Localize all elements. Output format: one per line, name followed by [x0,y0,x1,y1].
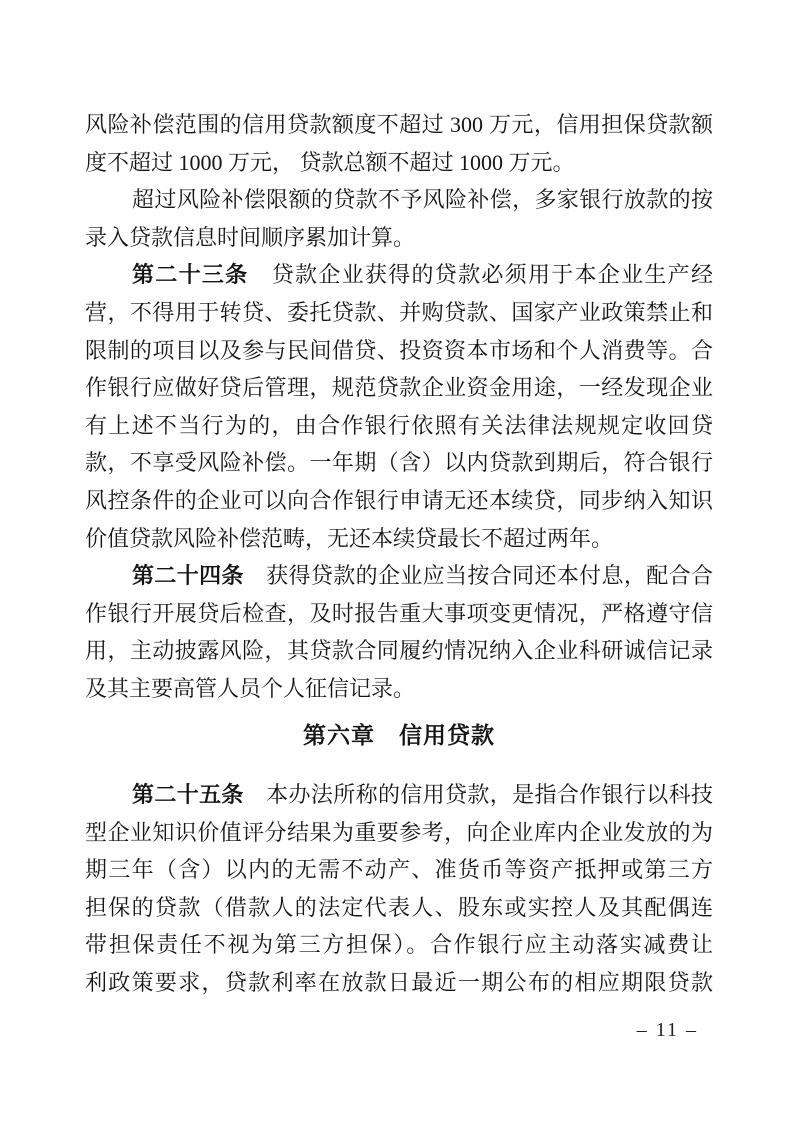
paragraph [85,256,713,557]
text-line: 型企业知识价值评分结果为重要参考，向企业库内企业发放的为 [85,819,713,845]
paragraph [85,181,713,256]
text-line: 作银行开展贷后检查，及时报告重大事项变更情况，严格遵守信 [85,600,713,626]
page-footer [637,1016,698,1044]
text-line: 款，不享受风险补偿。一年期（含）以内贷款到期后，符合银行 [85,450,713,476]
paragraph [85,557,713,707]
text-run: 本办法所称的信用贷款，是指合作银行以科技 [243,782,713,808]
text-line [85,557,713,595]
text-line: 担保的贷款（借款人的法定代表人、股东或实控人及其配偶连 [85,894,713,920]
chapter-heading: 第六章 信用贷款 [303,721,495,748]
text-line: 营，不得用于转贷、委托贷款、并购贷款、国家产业政策禁止和 [85,299,713,325]
document-body [85,106,713,1002]
text-line: 期三年（含）以内的无需不动产、准货币等资产抵押或第三方 [85,857,713,883]
article-number: 第二十四条 [132,563,244,589]
text-run: 获得贷款的企业应当按合同还本付息，配合合 [243,563,713,589]
paragraph [85,776,713,1002]
text-run: 贷款企业获得的贷款必须用于本企业生产经 [248,262,713,288]
text-line: 风险补偿范围的信用贷款额度不超过 300 万元，信用担保贷款额 [85,112,713,137]
text-line: 价值贷款风险补偿范畴，无还本续贷最长不超过两年。 [85,525,614,551]
text-line: 用，主动披露风险，其贷款合同履约情况纳入企业科研诚信记录 [85,638,713,664]
text-line: 限制的项目以及参与民间借贷、投资资本市场和个人消费等。合 [85,337,713,363]
text-line [85,256,713,294]
page-number: – 11 – [636,1019,698,1041]
paragraph [85,106,713,181]
article-number: 第二十三条 [132,262,249,288]
article-number: 第二十五条 [132,782,244,808]
text-line: 带担保责任不视为第三方担保）。合作银行应主动落实减费让 [85,932,713,958]
text-line: 作银行应做好贷后管理，规范贷款企业资金用途，一经发现企业 [85,375,713,401]
text-line: 风控条件的企业可以向合作银行申请无还本续贷，同步纳入知识 [85,487,713,513]
text-line: 有上述不当行为的，由合作银行依照有关法律法规规定收回贷 [85,412,713,438]
text-line: 度不超过 1000 万元， 贷款总额不超过 1000 万元。 [85,149,575,175]
text-line: 超过风险补偿限额的贷款不予风险补偿，多家银行放款的按 [132,187,713,213]
text-line: 利政策要求，贷款利率在放款日最近一期公布的相应期限贷款 [85,970,713,996]
text-line [85,776,713,814]
text-line: 录入贷款信息时间顺序累加计算。 [85,224,416,250]
text-line: 及其主要高管人员个人征信记录。 [85,675,416,701]
